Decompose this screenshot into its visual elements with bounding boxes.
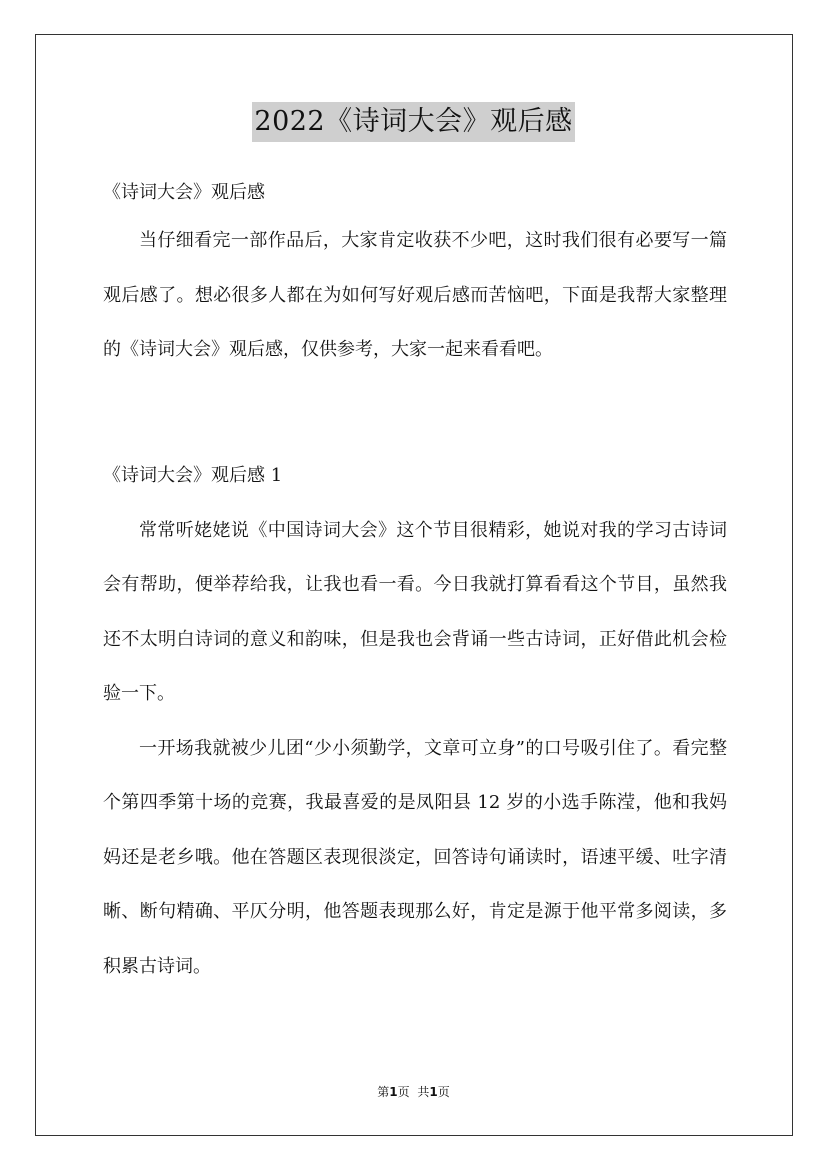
footer-page-total: 1 (429, 1085, 438, 1099)
footer-total-unit: 页 (437, 1085, 450, 1099)
document-body (103, 172, 727, 994)
footer-page-prefix: 第 (377, 1085, 390, 1099)
footer-page-unit: 页 (397, 1085, 410, 1099)
footer-page-current: 1 (389, 1085, 398, 1099)
page-footer (0, 1083, 827, 1100)
footer-total-prefix: 共 (417, 1085, 430, 1099)
section-1-heading: 《诗词大会》观后感 1 (103, 464, 283, 486)
title-container (0, 102, 827, 142)
intro-paragraph: 当仔细看完一部作品后，大家肯定收获不少吧，这时我们很有必要写一篇观后感了。想必很多人都在为如何写好观后感而苦恼吧，下面是我帮大家整理的《诗词大会》观后感，仅供参考，大家一起来看看吧。 (103, 230, 727, 360)
spacer (103, 378, 727, 448)
intro-heading: 《诗词大会》观后感 (103, 182, 265, 203)
section-1-paragraph-2: 一开场我就被少儿团“少小须勤学，文章可立身”的口号吸引住了。看完整个第四季第十场的竞赛，我最喜爱的是凤阳县 12 岁的小选手陈滢，他和我妈妈还是老乡哦。他在答题区表现很淡定，回答诗句诵读时，语速平缓、吐字清晰、断句精确、平仄分明，他答题表现那么好，肯定是源于他平常多阅读，多积累古诗词。 (103, 737, 727, 977)
section-1-paragraph-1: 常常听姥姥说《中国诗词大会》这个节目很精彩，她说对我的学习古诗词会有帮助，便举荐给我，让我也看一看。今日我就打算看看这个节目，虽然我还不太明白诗词的意义和韵味，但是我也会背诵一些古诗词，正好借此机会检验一下。 (103, 519, 727, 704)
document-title: 2022《诗词大会》观后感 (252, 102, 574, 142)
